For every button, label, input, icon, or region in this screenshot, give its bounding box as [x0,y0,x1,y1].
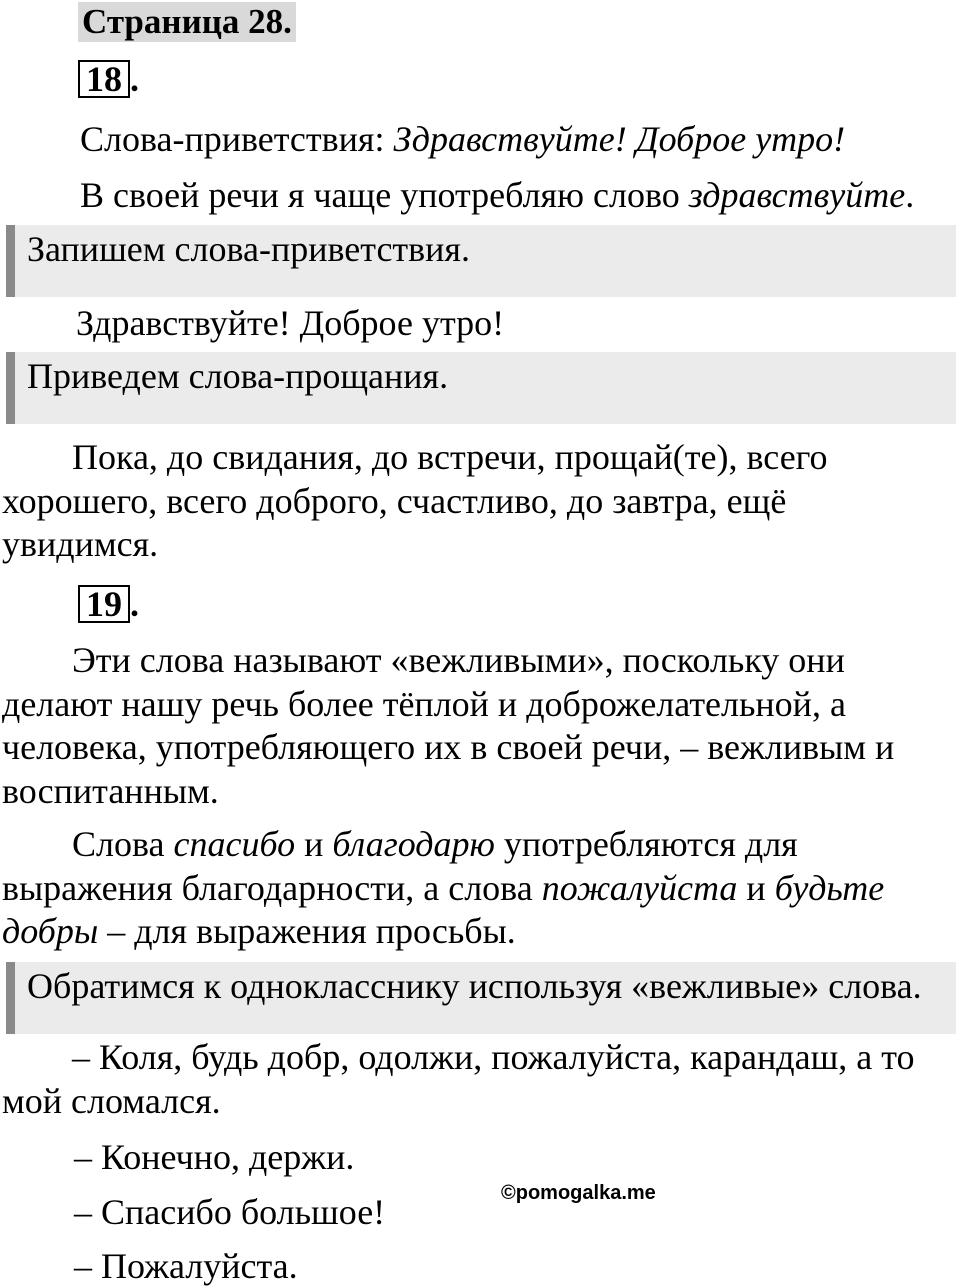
text-line: Эти слова называют «вежливыми», поскольку они [72,640,845,680]
usage-paragraph [2,823,958,954]
task-instruction: Приведем слова-прощания. [27,356,449,396]
task-instruction: Запишем слова-приветствия. [27,229,470,269]
task-number-dot: . [130,584,139,624]
usage-line [80,173,914,217]
greetings-label: Слова-приветствия: [80,119,394,159]
dialog-line: – Конечно, держи. [74,1137,355,1177]
text-line: Пока, до свидания, до встречи, прощай(те), всего [72,437,828,477]
watermark: ©pomogalka.me [501,1182,656,1204]
task-number-19 [78,585,139,623]
italic-word: спасибо [173,824,296,864]
task-number-box: 19 [78,585,130,623]
page-title: Страница 28. [78,2,296,42]
text-line: делают нашу речь более тёплой и доброжелательной, а [2,683,846,724]
task-instruction-block [6,352,956,424]
text-line [2,867,958,911]
text-span: выражения благодарности, а слова [2,867,542,908]
italic-word: пожалуйста [541,867,738,908]
usage-word: здравствуйте [688,175,906,215]
text-line: воспитанным. [2,770,219,811]
text-line [2,910,958,954]
usage-text: В своей речи я чаще употребляю слово [80,175,689,215]
dialog-paragraph [2,1036,958,1123]
farewells-paragraph [2,436,958,567]
text-line [2,823,958,867]
dialog-line: мой сломался. [2,1080,221,1121]
italic-word: благодарю [332,824,495,864]
text-line: увидимся. [2,524,159,564]
text-line: хорошего, всего доброго, счастливо, до завтра, ещё [2,480,787,521]
usage-end: . [905,175,915,215]
text-span: – для выражения просьбы. [98,911,516,951]
greetings-examples: Здравствуйте! Доброе утро! [393,119,846,159]
italic-word: добры [2,911,99,951]
text-span: и [295,824,333,864]
italic-word: будьте [774,867,885,908]
polite-words-paragraph [2,639,958,813]
task-instruction-block [6,962,956,1034]
greetings-line [80,117,845,161]
text-span: употребляются для [494,824,798,864]
text-span: и [737,867,775,908]
task-number-dot: . [130,59,139,99]
dialog-line: – Коля, будь добр, одолжи, пожалуйста, карандаш, а то [72,1037,915,1077]
dialog-line: – Спасибо большое! [74,1192,386,1232]
text-span: Слова [72,824,174,864]
dialog-line: – Пожалуйста. [74,1246,298,1286]
task-instruction-block [6,225,956,297]
task-number-box: 18 [78,60,130,98]
task-number-18 [78,60,139,98]
text-line: человека, употребляющего их в своей речи, – вежливым и [2,727,895,767]
answer-greetings: Здравствуйте! Доброе утро! [76,303,505,343]
task-instruction: Обратимся к однокласснику используя «вежливые» слова. [27,966,922,1006]
